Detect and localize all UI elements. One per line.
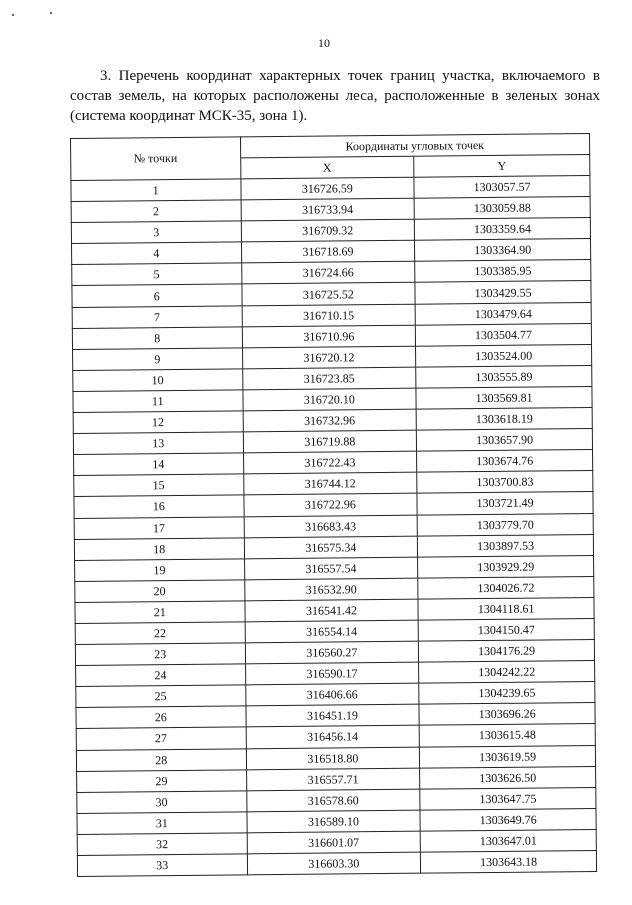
coordinates-table-container <box>70 133 597 877</box>
point-number-cell: 28 <box>76 748 246 771</box>
x-coordinate-cell: 316575.34 <box>244 536 418 559</box>
point-number-cell: 1 <box>71 179 241 202</box>
x-coordinate-cell: 316719.88 <box>243 430 417 453</box>
x-coordinate-cell: 316578.60 <box>246 789 420 812</box>
point-number-cell: 24 <box>76 664 246 687</box>
x-coordinate-cell: 316710.15 <box>242 304 416 327</box>
header-y: Y <box>414 155 590 178</box>
x-coordinate-cell: 316557.54 <box>244 557 418 580</box>
y-coordinate-cell: 1303696.26 <box>419 703 595 726</box>
header-point-number: № точки <box>71 137 241 181</box>
header-coordinates: Координаты угловых точек <box>240 134 590 158</box>
point-number-cell: 10 <box>73 369 243 392</box>
point-number-cell: 19 <box>75 559 245 582</box>
x-coordinate-cell: 316518.80 <box>246 747 420 770</box>
point-number-cell: 30 <box>77 791 247 814</box>
y-coordinate-cell: 1303059.88 <box>414 197 590 220</box>
y-coordinate-cell: 1304150.47 <box>418 618 594 641</box>
point-number-cell: 6 <box>72 284 242 307</box>
y-coordinate-cell: 1303643.18 <box>421 850 597 873</box>
y-coordinate-cell: 1303359.64 <box>415 218 591 241</box>
point-number-cell: 33 <box>77 854 247 877</box>
x-coordinate-cell: 316724.66 <box>241 262 415 285</box>
point-number-cell: 27 <box>76 727 246 750</box>
x-coordinate-cell: 316590.17 <box>245 662 419 685</box>
y-coordinate-cell: 1303897.53 <box>418 534 594 557</box>
point-number-cell: 20 <box>75 580 245 603</box>
x-coordinate-cell: 316720.12 <box>242 346 416 369</box>
y-coordinate-cell: 1303721.49 <box>417 492 593 515</box>
point-number-cell: 2 <box>71 200 241 223</box>
point-number-cell: 3 <box>71 221 241 244</box>
y-coordinate-cell: 1303385.95 <box>415 260 591 283</box>
y-coordinate-cell: 1303779.70 <box>417 513 593 536</box>
y-coordinate-cell: 1304239.65 <box>419 682 595 705</box>
y-coordinate-cell: 1303929.29 <box>418 555 594 578</box>
x-coordinate-cell: 316720.10 <box>242 388 416 411</box>
y-coordinate-cell: 1303504.77 <box>416 323 592 346</box>
x-coordinate-cell: 316744.12 <box>243 472 417 495</box>
y-coordinate-cell: 1303618.19 <box>416 408 592 431</box>
y-coordinate-cell: 1303479.64 <box>415 302 591 325</box>
x-coordinate-cell: 316723.85 <box>242 367 416 390</box>
point-number-cell: 23 <box>75 643 245 666</box>
point-number-cell: 11 <box>73 390 243 413</box>
y-coordinate-cell: 1303524.00 <box>416 344 592 367</box>
y-coordinate-cell: 1303674.76 <box>417 450 593 473</box>
point-number-cell: 29 <box>77 769 247 792</box>
y-coordinate-cell: 1304242.22 <box>419 661 595 684</box>
point-number-cell: 5 <box>72 263 242 286</box>
point-number-cell: 31 <box>77 812 247 835</box>
x-coordinate-cell: 316456.14 <box>246 726 420 749</box>
x-coordinate-cell: 316683.43 <box>244 515 418 538</box>
point-number-cell: 17 <box>74 516 244 539</box>
x-coordinate-cell: 316601.07 <box>247 831 421 854</box>
y-coordinate-cell: 1303364.90 <box>415 239 591 262</box>
x-coordinate-cell: 316725.52 <box>241 283 415 306</box>
y-coordinate-cell: 1304026.72 <box>418 576 594 599</box>
x-coordinate-cell: 316532.90 <box>244 578 418 601</box>
x-coordinate-cell: 316718.69 <box>241 240 415 263</box>
y-coordinate-cell: 1303619.59 <box>420 745 596 768</box>
x-coordinate-cell: 316722.43 <box>243 451 417 474</box>
point-number-cell: 7 <box>72 305 242 328</box>
y-coordinate-cell: 1304176.29 <box>419 640 595 663</box>
x-coordinate-cell: 316554.14 <box>245 620 419 643</box>
x-coordinate-cell: 316451.19 <box>245 705 419 728</box>
x-coordinate-cell: 316406.66 <box>245 683 419 706</box>
point-number-cell: 4 <box>72 242 242 265</box>
x-coordinate-cell: 316709.32 <box>241 219 415 242</box>
point-number-cell: 12 <box>73 411 243 434</box>
point-number-cell: 18 <box>74 537 244 560</box>
y-coordinate-cell: 1304118.61 <box>418 597 594 620</box>
y-coordinate-cell: 1303429.55 <box>415 281 591 304</box>
header-x: X <box>240 156 414 179</box>
x-coordinate-cell: 316732.96 <box>243 409 417 432</box>
x-coordinate-cell: 316710.96 <box>242 325 416 348</box>
y-coordinate-cell: 1303569.81 <box>416 386 592 409</box>
coordinates-table-body <box>71 176 597 877</box>
x-coordinate-cell: 316541.42 <box>244 599 418 622</box>
point-number-cell: 22 <box>75 622 245 645</box>
scan-speck <box>12 14 14 16</box>
point-number-cell: 13 <box>73 432 243 455</box>
point-number-cell: 21 <box>75 601 245 624</box>
x-coordinate-cell: 316603.30 <box>247 852 421 875</box>
x-coordinate-cell: 316589.10 <box>246 810 420 833</box>
x-coordinate-cell: 316560.27 <box>245 641 419 664</box>
point-number-cell: 32 <box>77 833 247 856</box>
y-coordinate-cell: 1303647.01 <box>420 829 596 852</box>
y-coordinate-cell: 1303057.57 <box>414 176 590 199</box>
point-number-cell: 14 <box>74 453 244 476</box>
point-number-cell: 8 <box>72 327 242 350</box>
y-coordinate-cell: 1303555.89 <box>416 365 592 388</box>
y-coordinate-cell: 1303647.75 <box>420 787 596 810</box>
scan-speck <box>50 12 52 14</box>
coordinates-table <box>70 133 597 877</box>
y-coordinate-cell: 1303615.48 <box>419 724 595 747</box>
point-number-cell: 9 <box>73 348 243 371</box>
point-number-cell: 15 <box>74 474 244 497</box>
point-number-cell: 26 <box>76 706 246 729</box>
table-row <box>77 850 596 876</box>
point-number-cell: 25 <box>76 685 246 708</box>
page-number: 10 <box>318 36 330 50</box>
x-coordinate-cell: 316733.94 <box>241 198 415 221</box>
section-heading: 3. Перечень координат характерных точек границ участка, включаемого в состав земель, на которых расположены леса, расположенные в зеленых зонах (система координат МСК-35, зона 1). <box>70 68 600 124</box>
point-number-cell: 16 <box>74 495 244 518</box>
y-coordinate-cell: 1303657.90 <box>417 429 593 452</box>
y-coordinate-cell: 1303626.50 <box>420 766 596 789</box>
x-coordinate-cell: 316722.96 <box>243 494 417 517</box>
x-coordinate-cell: 316726.59 <box>240 177 414 200</box>
y-coordinate-cell: 1303649.76 <box>420 808 596 831</box>
y-coordinate-cell: 1303700.83 <box>417 471 593 494</box>
x-coordinate-cell: 316557.71 <box>246 768 420 791</box>
